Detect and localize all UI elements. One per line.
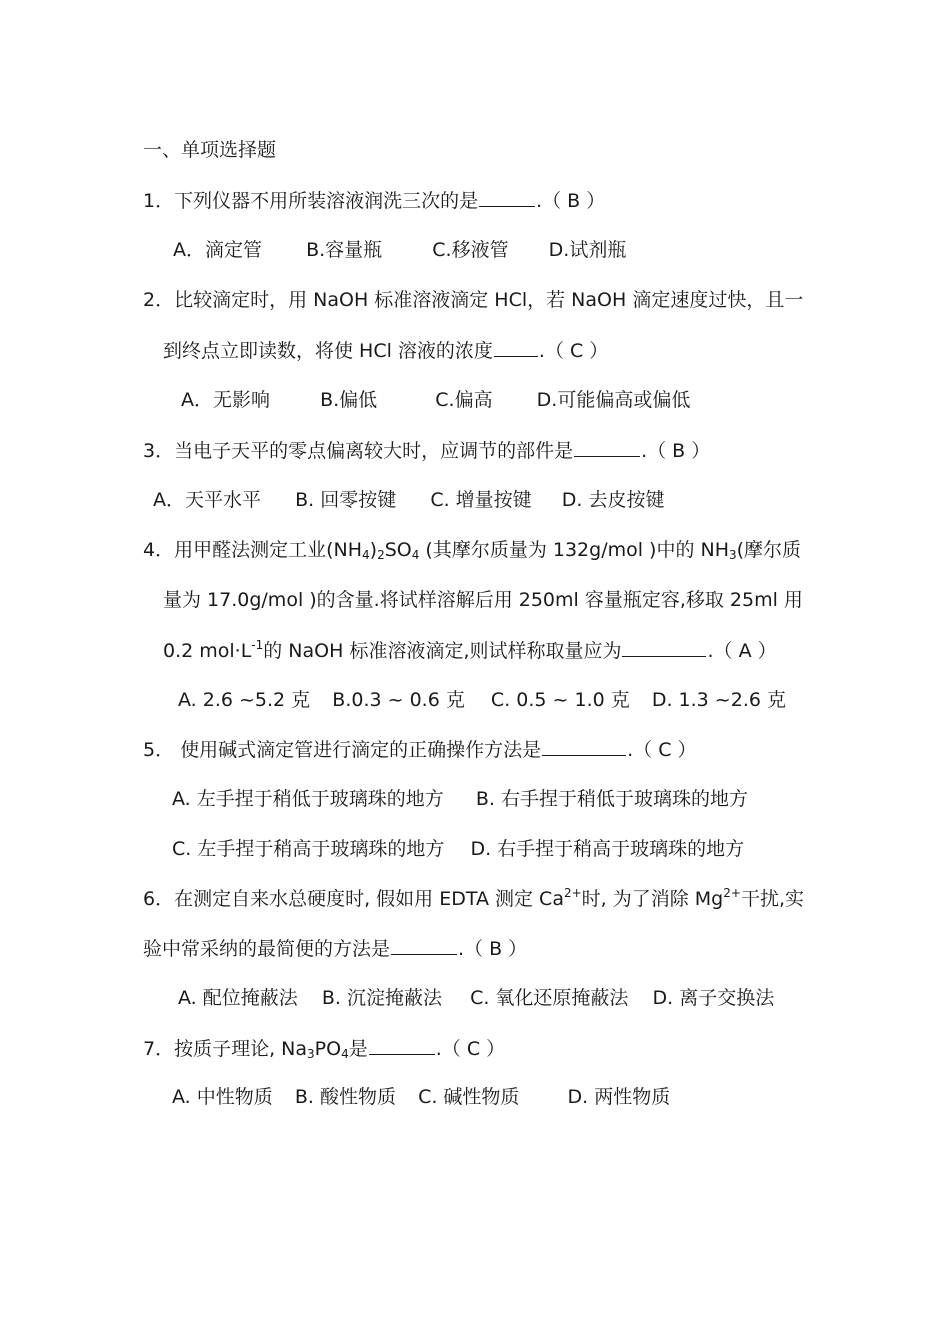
question-3-options (153, 488, 664, 512)
answer-blank (391, 936, 457, 955)
question-2-line-1: 2．比较滴定时，用 NaOH 标准溶液滴定 HCl，若 NaOH 滴定速度过快，且一 (143, 289, 804, 311)
option-c: C.移液管 (432, 239, 509, 261)
option-b: B.容量瓶 (306, 239, 383, 261)
q4-sub-a: 4 (362, 548, 370, 562)
option-d: D. 离子交换法 (652, 987, 775, 1009)
option-c: C. 左手捏于稍高于玻璃珠的地方 (172, 838, 445, 860)
option-a: A．滴定管 (173, 239, 262, 261)
q7-text-a: 7．按质子理论, Na (143, 1038, 308, 1060)
q6-text-b: 时, 为了消除 Mg (581, 888, 724, 910)
question-4-answer: .（ A ） (707, 640, 777, 662)
question-5 (143, 737, 697, 762)
q4-text-e: (摩尔质 (736, 539, 802, 561)
q4-sub-d: 3 (729, 548, 737, 562)
q6-text-c: 干扰,实 (740, 888, 804, 910)
q7-text-b: PO (314, 1038, 342, 1060)
answer-blank (369, 1036, 435, 1055)
option-c: C.偏高 (435, 389, 493, 411)
question-5-answer: .（ C ） (627, 739, 697, 761)
q4-text-f: 0.2 mol·L (163, 640, 252, 662)
option-d: D. 去皮按键 (561, 489, 665, 511)
option-d: D.可能偏高或偏低 (536, 389, 691, 411)
q4-text-c: SO (384, 539, 412, 561)
option-a: A．无影响 (181, 389, 270, 411)
question-1-options (173, 238, 626, 262)
option-b: B.0.3 ~ 0.6 克 (332, 689, 465, 711)
q6-sup-mg: 2+ (723, 886, 741, 900)
question-7 (143, 1036, 505, 1061)
question-6-answer: .（ B ） (458, 938, 528, 960)
question-5-options-row-1 (172, 787, 748, 811)
option-a: A．天平水平 (153, 489, 261, 511)
question-4-line-1 (143, 538, 801, 562)
question-3 (143, 438, 710, 463)
option-a: A. 配位掩蔽法 (178, 987, 298, 1009)
q4-sup: -1 (251, 638, 264, 652)
question-6-options (178, 986, 774, 1010)
question-4-line-2: 量为 17.0g/mol )的含量.将试样溶解后用 250ml 容量瓶定容,移取 25ml 用 (163, 589, 803, 611)
q4-sub-b: 2 (377, 548, 385, 562)
option-b: B. 酸性物质 (294, 1086, 396, 1108)
question-2-line-2 (163, 338, 608, 363)
option-b: B. 沉淀掩蔽法 (321, 987, 442, 1009)
q4-text-g: 的 NaOH 标准溶液滴定,则试样称取量应为 (263, 640, 622, 662)
question-1 (143, 188, 605, 213)
question-4-options (178, 688, 786, 712)
q7-sub-a: 3 (307, 1047, 315, 1061)
option-b: B. 回零按键 (295, 489, 397, 511)
q4-text-a: 4．用甲醛法测定工业(NH (143, 539, 363, 561)
question-3-answer: .（ B ） (641, 440, 711, 462)
option-b: B. 右手捏于稍低于玻璃珠的地方 (475, 788, 748, 810)
question-4-line-3 (163, 638, 777, 663)
q4-sub-c: 4 (411, 548, 420, 562)
option-c: C. 碱性物质 (418, 1086, 520, 1108)
option-a: A. 2.6 ~5.2 克 (178, 689, 311, 711)
option-c: C. 0.5 ~ 1.0 克 (490, 689, 630, 711)
option-d: D. 1.3 ~2.6 克 (651, 689, 786, 711)
question-2-answer: .（ C ） (538, 340, 609, 362)
question-1-text: 1．下列仪器不用所装溶液润洗三次的是 (143, 190, 479, 212)
option-d: D. 右手捏于稍高于玻璃珠的地方 (470, 838, 745, 860)
question-2-text: 到终点立即读数，将使 HCl 溶液的浓度 (163, 340, 493, 362)
answer-blank (574, 438, 640, 457)
option-a: A. 中性物质 (172, 1086, 273, 1108)
question-5-options-row-2 (172, 837, 744, 861)
question-6-text: 验中常采纳的最简便的方法是 (143, 938, 391, 960)
q6-sup-ca: 2+ (563, 886, 582, 900)
answer-blank (494, 338, 538, 357)
q4-text-d: (其摩尔质量为 132g/mol )中的 NH (419, 539, 729, 561)
question-1-answer: .（ B ） (536, 190, 606, 212)
q4-text-b: ) (369, 539, 378, 561)
question-6-line-1 (143, 887, 804, 911)
option-b: B.偏低 (320, 389, 378, 411)
question-7-answer: .（ C ） (435, 1038, 506, 1060)
question-6-line-2 (143, 936, 527, 961)
answer-blank (542, 737, 626, 756)
option-d: D.试剂瓶 (548, 239, 627, 261)
question-7-options (172, 1085, 670, 1109)
question-5-text: 5． 使用碱式滴定管进行滴定的正确操作方法是 (143, 739, 542, 761)
option-a: A. 左手捏于稍低于玻璃珠的地方 (172, 788, 444, 810)
question-2-options (181, 388, 690, 412)
option-c: C. 氧化还原掩蔽法 (470, 987, 629, 1009)
answer-blank (479, 188, 535, 207)
section-title: 一、单项选择题 (143, 139, 277, 161)
answer-blank (622, 638, 706, 657)
option-c: C. 增量按键 (430, 489, 532, 511)
q7-text-c: 是 (348, 1038, 368, 1060)
q6-text-a: 6．在测定自来水总硬度时, 假如用 EDTA 测定 Ca (143, 888, 564, 910)
option-d: D. 两性物质 (567, 1086, 671, 1108)
q7-sub-b: 4 (341, 1047, 349, 1061)
question-3-text: 3．当电子天平的零点偏离较大时，应调节的部件是 (143, 440, 574, 462)
